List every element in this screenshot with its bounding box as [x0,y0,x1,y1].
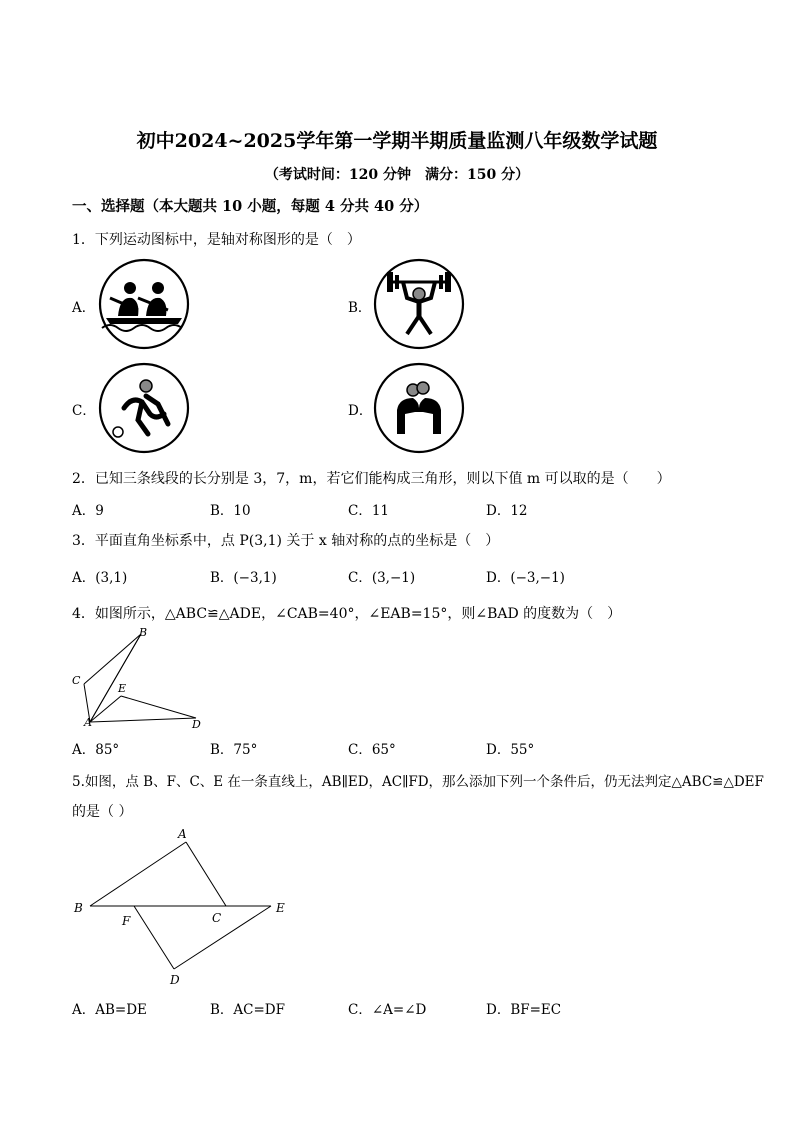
question-5-stem-line1: 5.如图，点 B、F、C、E 在一条直线上，AB∥ED，AC∥FD，那么添加下列一个条件后，仍无法判定△ABC≌△DEF [72,774,764,790]
question-2-stem: 2．已知三条线段的长分别是 3，7，m，若它们能构成三角形，则以下值 m 可以取的是（ ） [72,471,671,487]
q1-option-a-label[interactable]: A． [72,300,96,316]
label-e: E [118,682,127,695]
q5-option-c[interactable]: C．∠A=∠D [348,1002,427,1018]
q2-option-c[interactable]: C．11 [348,503,390,519]
q1-option-b-label[interactable]: B． [348,300,372,316]
q3-option-d[interactable]: D．(−3,−1) [486,570,565,586]
q5-option-a[interactable]: A．AB=DE [72,1002,147,1018]
q5-option-d[interactable]: D．BF=EC [486,1002,562,1018]
label-a: A [84,716,92,729]
label-f: F [122,914,131,928]
question-1-stem: 1．下列运动图标中，是轴对称图形的是（ ） [72,232,361,248]
q2-option-a[interactable]: A．9 [72,503,104,519]
page-title: 初中2024~2025学年第一学期半期质量监测八年级数学试题 [136,130,658,152]
q2-option-d[interactable]: D．12 [486,503,528,519]
question-3-stem: 3．平面直角坐标系中，点 P(3,1) 关于 x 轴对称的点的坐标是（ ） [72,533,500,549]
label-c: C [72,674,81,687]
q3-option-a[interactable]: A．(3,1) [72,570,128,586]
exam-info: （考试时间：120 分钟 满分：150 分） [264,167,530,183]
wrestling-icon [373,362,465,454]
rowing-icon [98,258,190,350]
q5-option-b[interactable]: B．AC=DF [210,1002,286,1018]
q4-option-c[interactable]: C．65° [348,742,396,758]
q4-option-b[interactable]: B．75° [210,742,258,758]
label-d: D [192,718,201,731]
label-a: A [178,827,187,841]
label-d: D [170,973,180,987]
q1-option-c-label[interactable]: C． [72,403,96,419]
question-4-stem: 4．如图所示，△ABC≌△ADE，∠CAB=40°，∠EAB=15°，则∠BAD 的度数为（ ） [72,606,622,622]
triangle-figure-q4 [66,622,216,734]
q3-option-b[interactable]: B．(−3,1) [210,570,277,586]
parallel-figure-q5 [66,824,296,990]
q2-option-b[interactable]: B．10 [210,503,251,519]
question-5-stem-line2: 的是（ ） [72,804,133,820]
label-b: B [139,626,148,639]
label-c: C [212,911,222,925]
label-b: B [74,901,83,915]
football-icon [98,362,190,454]
q4-option-d[interactable]: D．55° [486,742,535,758]
section-heading: 一、选择题（本大题共 10 小题，每题 4 分共 40 分） [72,198,429,215]
weightlifting-icon [373,258,465,350]
q3-option-c[interactable]: C．(3,−1) [348,570,416,586]
q1-option-d-label[interactable]: D． [348,403,373,419]
q4-option-a[interactable]: A．85° [72,742,120,758]
label-e: E [276,901,285,915]
